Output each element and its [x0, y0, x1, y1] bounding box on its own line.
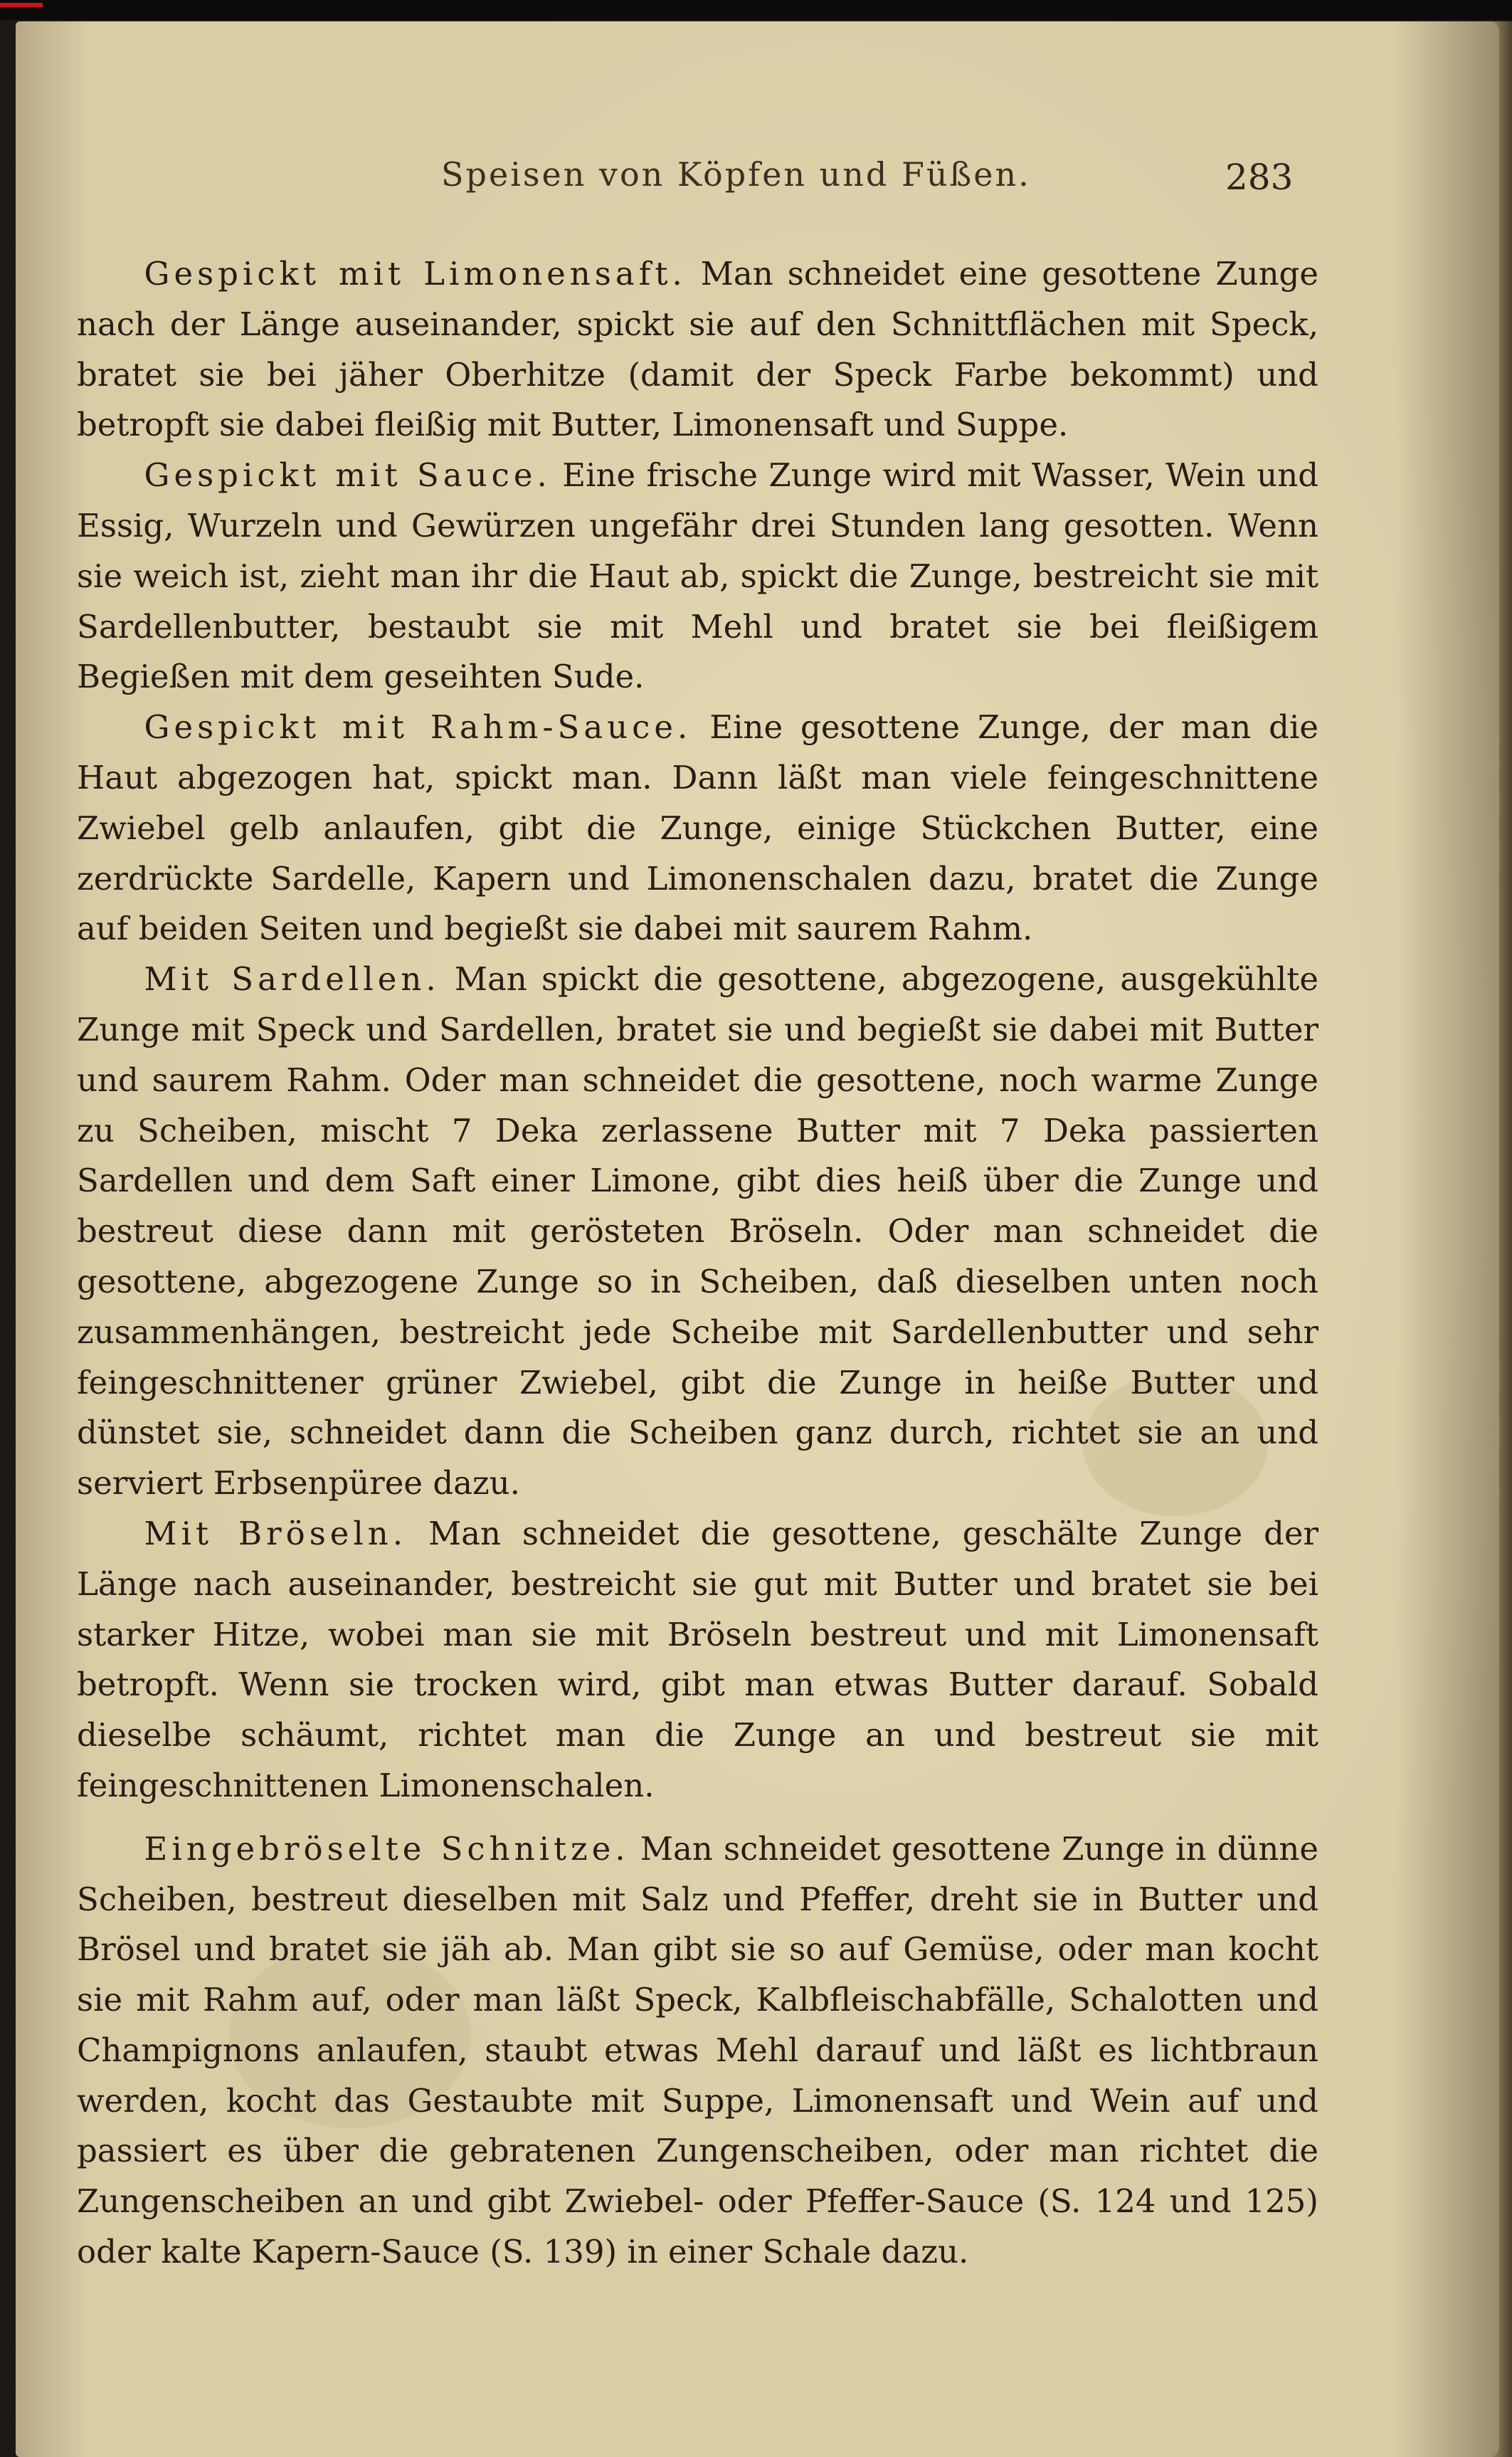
- recipe-heading: Mit Bröseln.: [144, 1514, 408, 1552]
- scan-top-border: [0, 0, 1512, 20]
- recipe-heading: Eingebröselte Schnitze.: [144, 1829, 630, 1868]
- recipe-paragraph: [77, 1824, 1318, 2278]
- running-title: Speisen von Köpfen und Füßen.: [441, 155, 1031, 194]
- recipe-heading: Gespickt mit Limonensaft.: [144, 255, 687, 293]
- page-number: 283: [1225, 157, 1294, 198]
- recipe-body: Man schneidet gesottene Zunge in dünne Scheiben, bestreut dieselben mit Salz und Pfeffer, dreht sie in Butter und Brösel und bratet sie jäh ab. Man gibt sie so auf Gemüse, oder man kocht sie mit Rahm auf, oder man läßt Speck, Kalbfleischabfälle, Schalotten und Champignons anlaufen, staubt etwas Mehl darauf und läßt es lichtbraun werden, kocht das Gestaubte mit Suppe, Limonensaft und Wein auf und passiert es über die gebratenen Zungenscheiben, oder man richtet die Zungenscheiben an und gibt Zwiebel- oder Pfeffer-Sauce (S. 124 und 125) oder kalte Kapern-Sauce (S. 139) in einer Schale dazu.: [77, 1829, 1318, 2271]
- recipe-body: Eine gesottene Zunge, der man die Haut abgezogen hat, spickt man. Dann läßt man viele feingeschnittene Zwiebel gelb anlaufen, gibt die Zunge, einige Stückchen Butter, eine zerdrückte Sardelle, Kapern und Limonenschalen dazu, bratet die Zunge auf beiden Seiten und begießt sie dabei mit saurem Rahm.: [77, 708, 1319, 948]
- recipe-paragraph: [77, 249, 1318, 451]
- recipe-paragraph: [77, 1509, 1318, 1811]
- recipe-body: Man spickt die gesottene, abgezogene, ausgekühlte Zunge mit Speck und Sardellen, bratet sie und begießt sie dabei mit Butter und saurem Rahm. Oder man schneidet die gesottene, noch warme Zunge zu Scheiben, mischt 7 Deka zerlassene Butter mit 7 Deka passierten Sardellen und dem Saft einer Limone, gibt dies heiß über die Zunge und bestreut diese dann mit gerösteten Bröseln. Oder man schneidet die gesottene, abgezogene Zunge so in Scheiben, daß dieselben unten noch zusammenhängen, bestreicht jede Scheibe mit Sardellenbutter und sehr feingeschnittener grüner Zwiebel, gibt die Zunge in heiße Butter und dünstet sie, schneidet dann die Scheiben ganz durch, richtet sie an und serviert Erbsenpüree dazu.: [77, 960, 1318, 1503]
- recipe-paragraph: [77, 451, 1318, 703]
- recipe-heading: Mit Sardellen.: [144, 960, 440, 999]
- color-calibration-mark: [0, 3, 43, 7]
- recipe-body: Man schneidet die gesottene, geschälte Zunge der Länge nach auseinander, bestreicht sie gut mit Butter und bratet sie bei starker Hitze, wobei man sie mit Bröseln bestreut und mit Limonensaft betropft. Wenn sie trocken wird, gibt man etwas Butter darauf. Sobald dieselbe schäumt, richtet man die Zunge an und bestreut sie mit feingeschnittenen Limonenschalen.: [77, 1514, 1318, 1804]
- recipe-paragraph: [77, 703, 1318, 954]
- recipe-text-column: [77, 249, 1318, 2278]
- recipe-body: Man schneidet eine gesottene Zunge nach der Länge auseinander, spickt sie auf den Schnittflächen mit Speck, bratet sie bei jäher Oberhitze (damit der Speck Farbe bekommt) und betropft sie dabei fleißig mit Butter, Limonensaft und Suppe.: [77, 255, 1318, 444]
- recipe-body: Eine frische Zunge wird mit Wasser, Wein und Essig, Wurzeln und Gewürzen ungefähr drei Stunden lang gesotten. Wenn sie weich ist, zieht man ihr die Haut ab, spickt die Zunge, bestreicht sie mit Sardellenbutter, bestaubt sie mit Mehl und bratet sie bei fleißigem Begießen mit dem geseihten Sude.: [77, 456, 1318, 696]
- recipe-heading: Gespickt mit Sauce.: [144, 456, 551, 495]
- recipe-heading: Gespickt mit Rahm-Sauce.: [144, 708, 692, 747]
- recipe-paragraph: [77, 954, 1318, 1509]
